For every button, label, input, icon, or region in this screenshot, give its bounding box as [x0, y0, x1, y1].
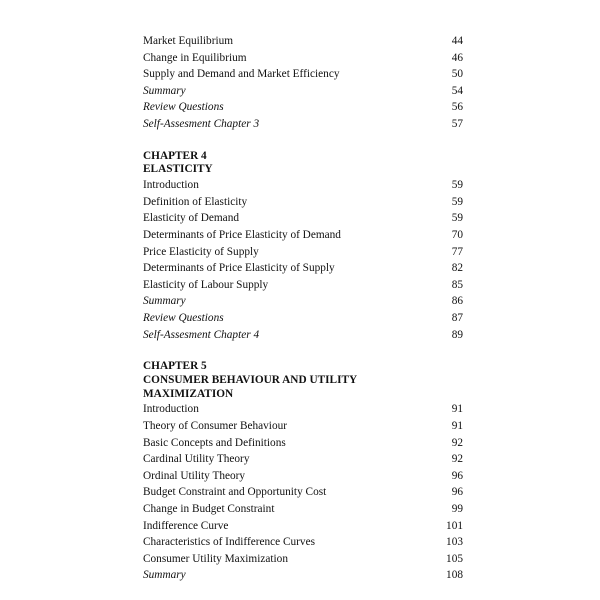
- toc-entry-page-number: 46: [451, 51, 463, 64]
- toc-section: [143, 360, 463, 584]
- toc-entry-title: Ordinal Utility Theory: [143, 469, 246, 482]
- toc-entry-page-number: 57: [451, 117, 463, 130]
- toc-section: [143, 150, 463, 344]
- table-of-contents: [143, 33, 463, 584]
- toc-entry-title: Change in Equilibrium: [143, 51, 247, 64]
- toc-entry-title: Self-Assesment Chapter 3: [143, 117, 260, 130]
- toc-entry-title: Determinants of Price Elasticity of Supply: [143, 262, 335, 275]
- toc-entry-title: Self-Assesment Chapter 4: [143, 328, 260, 341]
- toc-entry-title: Review Questions: [143, 101, 224, 114]
- toc-entry-title: Change in Budget Constraint: [143, 503, 275, 516]
- toc-entry-title: Determinants of Price Elasticity of Demand: [143, 228, 341, 241]
- toc-entry-page-number: 77: [451, 245, 463, 258]
- toc-entry[interactable]: [143, 227, 463, 244]
- toc-entry-title: Indifference Curve: [143, 519, 229, 532]
- toc-entry[interactable]: [143, 293, 463, 310]
- toc-entry-title: Supply and Demand and Market Efficiency: [143, 68, 340, 81]
- toc-entry-title: Review Questions: [143, 311, 224, 324]
- toc-entry[interactable]: [143, 551, 463, 568]
- toc-entry-title: Introduction: [143, 179, 199, 192]
- toc-entry[interactable]: [143, 83, 463, 100]
- toc-entry-page-number: 108: [446, 569, 463, 582]
- toc-entry-page-number: 105: [446, 552, 463, 565]
- toc-entry[interactable]: [143, 210, 463, 227]
- toc-entry-page-number: 91: [451, 403, 463, 416]
- toc-entry-page-number: 92: [451, 453, 463, 466]
- chapter-title: CONSUMER BEHAVIOUR AND UTILITY: [143, 373, 358, 386]
- toc-entry-page-number: 50: [451, 68, 463, 81]
- toc-entry-page-number: 59: [451, 212, 463, 225]
- toc-entry[interactable]: [143, 33, 463, 50]
- toc-entry[interactable]: [143, 567, 463, 584]
- toc-entry-page-number: 59: [451, 179, 463, 192]
- toc-entry[interactable]: [143, 260, 463, 277]
- toc-entry[interactable]: [143, 435, 463, 452]
- toc-entry-page-number: 99: [451, 503, 463, 516]
- toc-entry[interactable]: [143, 534, 463, 551]
- toc-entry-page-number: 92: [451, 436, 463, 449]
- chapter-title: ELASTICITY: [143, 163, 213, 176]
- toc-entry-title: Summary: [143, 84, 186, 97]
- chapter-number: CHAPTER 4: [143, 149, 207, 162]
- toc-entry-page-number: 56: [451, 101, 463, 114]
- toc-entry-title: Elasticity of Demand: [143, 212, 239, 225]
- chapter-number: CHAPTER 5: [143, 360, 207, 373]
- chapter-title: MAXIMIZATION: [143, 387, 234, 400]
- toc-entry[interactable]: [143, 194, 463, 211]
- toc-entry-title: Summary: [143, 569, 186, 582]
- toc-entry-page-number: 44: [451, 35, 463, 47]
- toc-entry-page-number: 87: [451, 311, 463, 324]
- toc-entry-title: Basic Concepts and Definitions: [143, 436, 286, 449]
- toc-entry-page-number: 82: [451, 262, 463, 275]
- toc-entry-page-number: 85: [451, 278, 463, 291]
- toc-entry[interactable]: [143, 277, 463, 294]
- toc-entry-title: Market Equilibrium: [143, 35, 234, 47]
- toc-entry[interactable]: [143, 327, 463, 344]
- toc-entry-page-number: 89: [451, 328, 463, 341]
- toc-entry-page-number: 101: [446, 519, 463, 532]
- toc-entry-page-number: 59: [451, 195, 463, 208]
- toc-entry-title: Summary: [143, 295, 186, 308]
- toc-entry[interactable]: [143, 177, 463, 194]
- toc-entry[interactable]: [143, 468, 463, 485]
- toc-entry-title: Elasticity of Labour Supply: [143, 278, 269, 291]
- toc-entry-title: Theory of Consumer Behaviour: [143, 420, 288, 433]
- toc-entry-page-number: 103: [446, 536, 463, 549]
- toc-entry-page-number: 70: [451, 228, 463, 241]
- toc-entry[interactable]: [143, 518, 463, 535]
- toc-entry[interactable]: [143, 484, 463, 501]
- toc-entry-page-number: 96: [451, 469, 463, 482]
- toc-entry-title: Cardinal Utility Theory: [143, 453, 250, 466]
- toc-entry-title: Consumer Utility Maximization: [143, 552, 288, 565]
- toc-entry[interactable]: [143, 418, 463, 435]
- toc-entry-title: Characteristics of Indifference Curves: [143, 536, 315, 549]
- toc-entry[interactable]: [143, 501, 463, 518]
- toc-entry-title: Introduction: [143, 403, 199, 416]
- toc-entry[interactable]: [143, 310, 463, 327]
- toc-entry-title: Budget Constraint and Opportunity Cost: [143, 486, 327, 499]
- toc-entry-title: Definition of Elasticity: [143, 195, 248, 208]
- toc-entry[interactable]: [143, 50, 463, 67]
- toc-entry-page-number: 96: [451, 486, 463, 499]
- toc-entry[interactable]: [143, 451, 463, 468]
- toc-entry-title: Price Elasticity of Supply: [143, 245, 259, 258]
- toc-entry-page-number: 54: [451, 84, 463, 97]
- toc-entry-page-number: 91: [451, 420, 463, 433]
- toc-entry-page-number: 86: [451, 295, 463, 308]
- toc-entry[interactable]: [143, 99, 463, 116]
- toc-entry[interactable]: [143, 66, 463, 83]
- toc-section: [143, 33, 463, 133]
- toc-entry[interactable]: [143, 401, 463, 418]
- toc-entry[interactable]: [143, 244, 463, 261]
- toc-entry[interactable]: [143, 116, 463, 133]
